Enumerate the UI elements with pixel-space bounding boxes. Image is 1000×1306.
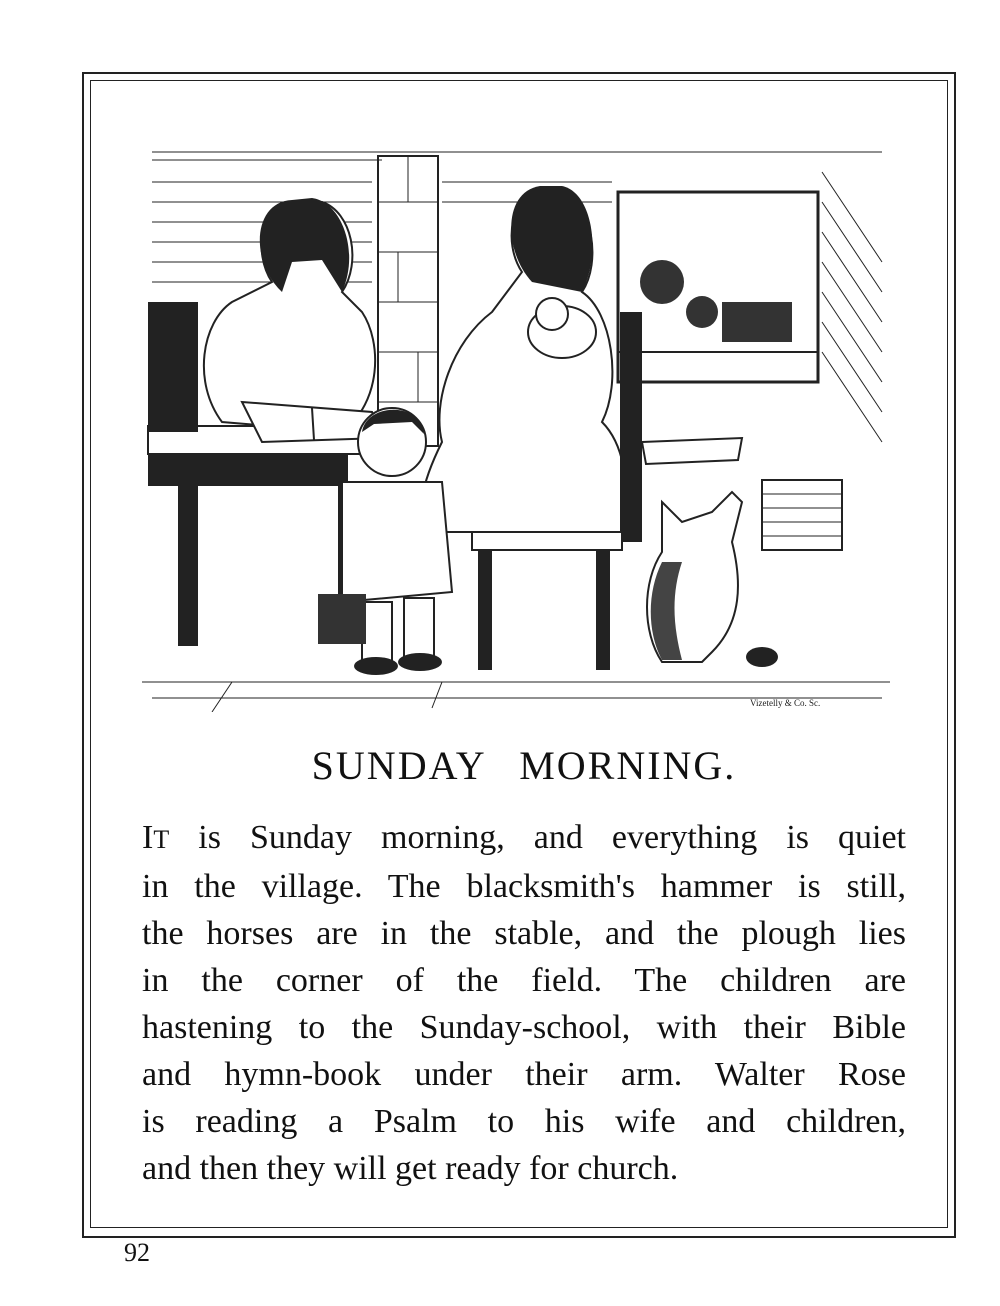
- body-line-2: in the village. The blacksmith's hammer is still,: [142, 868, 906, 905]
- engraver-signature: Vizetelly & Co. Sc.: [750, 698, 821, 708]
- body-line-1: [142, 814, 906, 863]
- body-line-7: is reading a Psalm to his wife and children,: [142, 1103, 906, 1140]
- body-line-1-text: is Sunday morning, and everything is quiet: [198, 819, 907, 856]
- page-title: SUNDAY MORNING.: [311, 743, 737, 788]
- body-line-6: and hymn-book under their arm. Walter Rose: [142, 1056, 906, 1093]
- body-line-8: and then they will get ready for church.: [142, 1150, 679, 1187]
- page-number: 92: [124, 1238, 150, 1267]
- opening-cap: I: [142, 819, 154, 856]
- opening-smallcap: T: [153, 825, 170, 854]
- opening-word: [142, 819, 169, 856]
- body-paragraph: [142, 814, 906, 1192]
- engraving-illustration: [142, 142, 890, 712]
- body-line-4: in the corner of the field. The children are: [142, 962, 906, 999]
- body-line-3: the horses are in the stable, and the plough lies: [142, 915, 906, 952]
- body-line-5: hastening to the Sunday-school, with their Bible: [142, 1009, 906, 1046]
